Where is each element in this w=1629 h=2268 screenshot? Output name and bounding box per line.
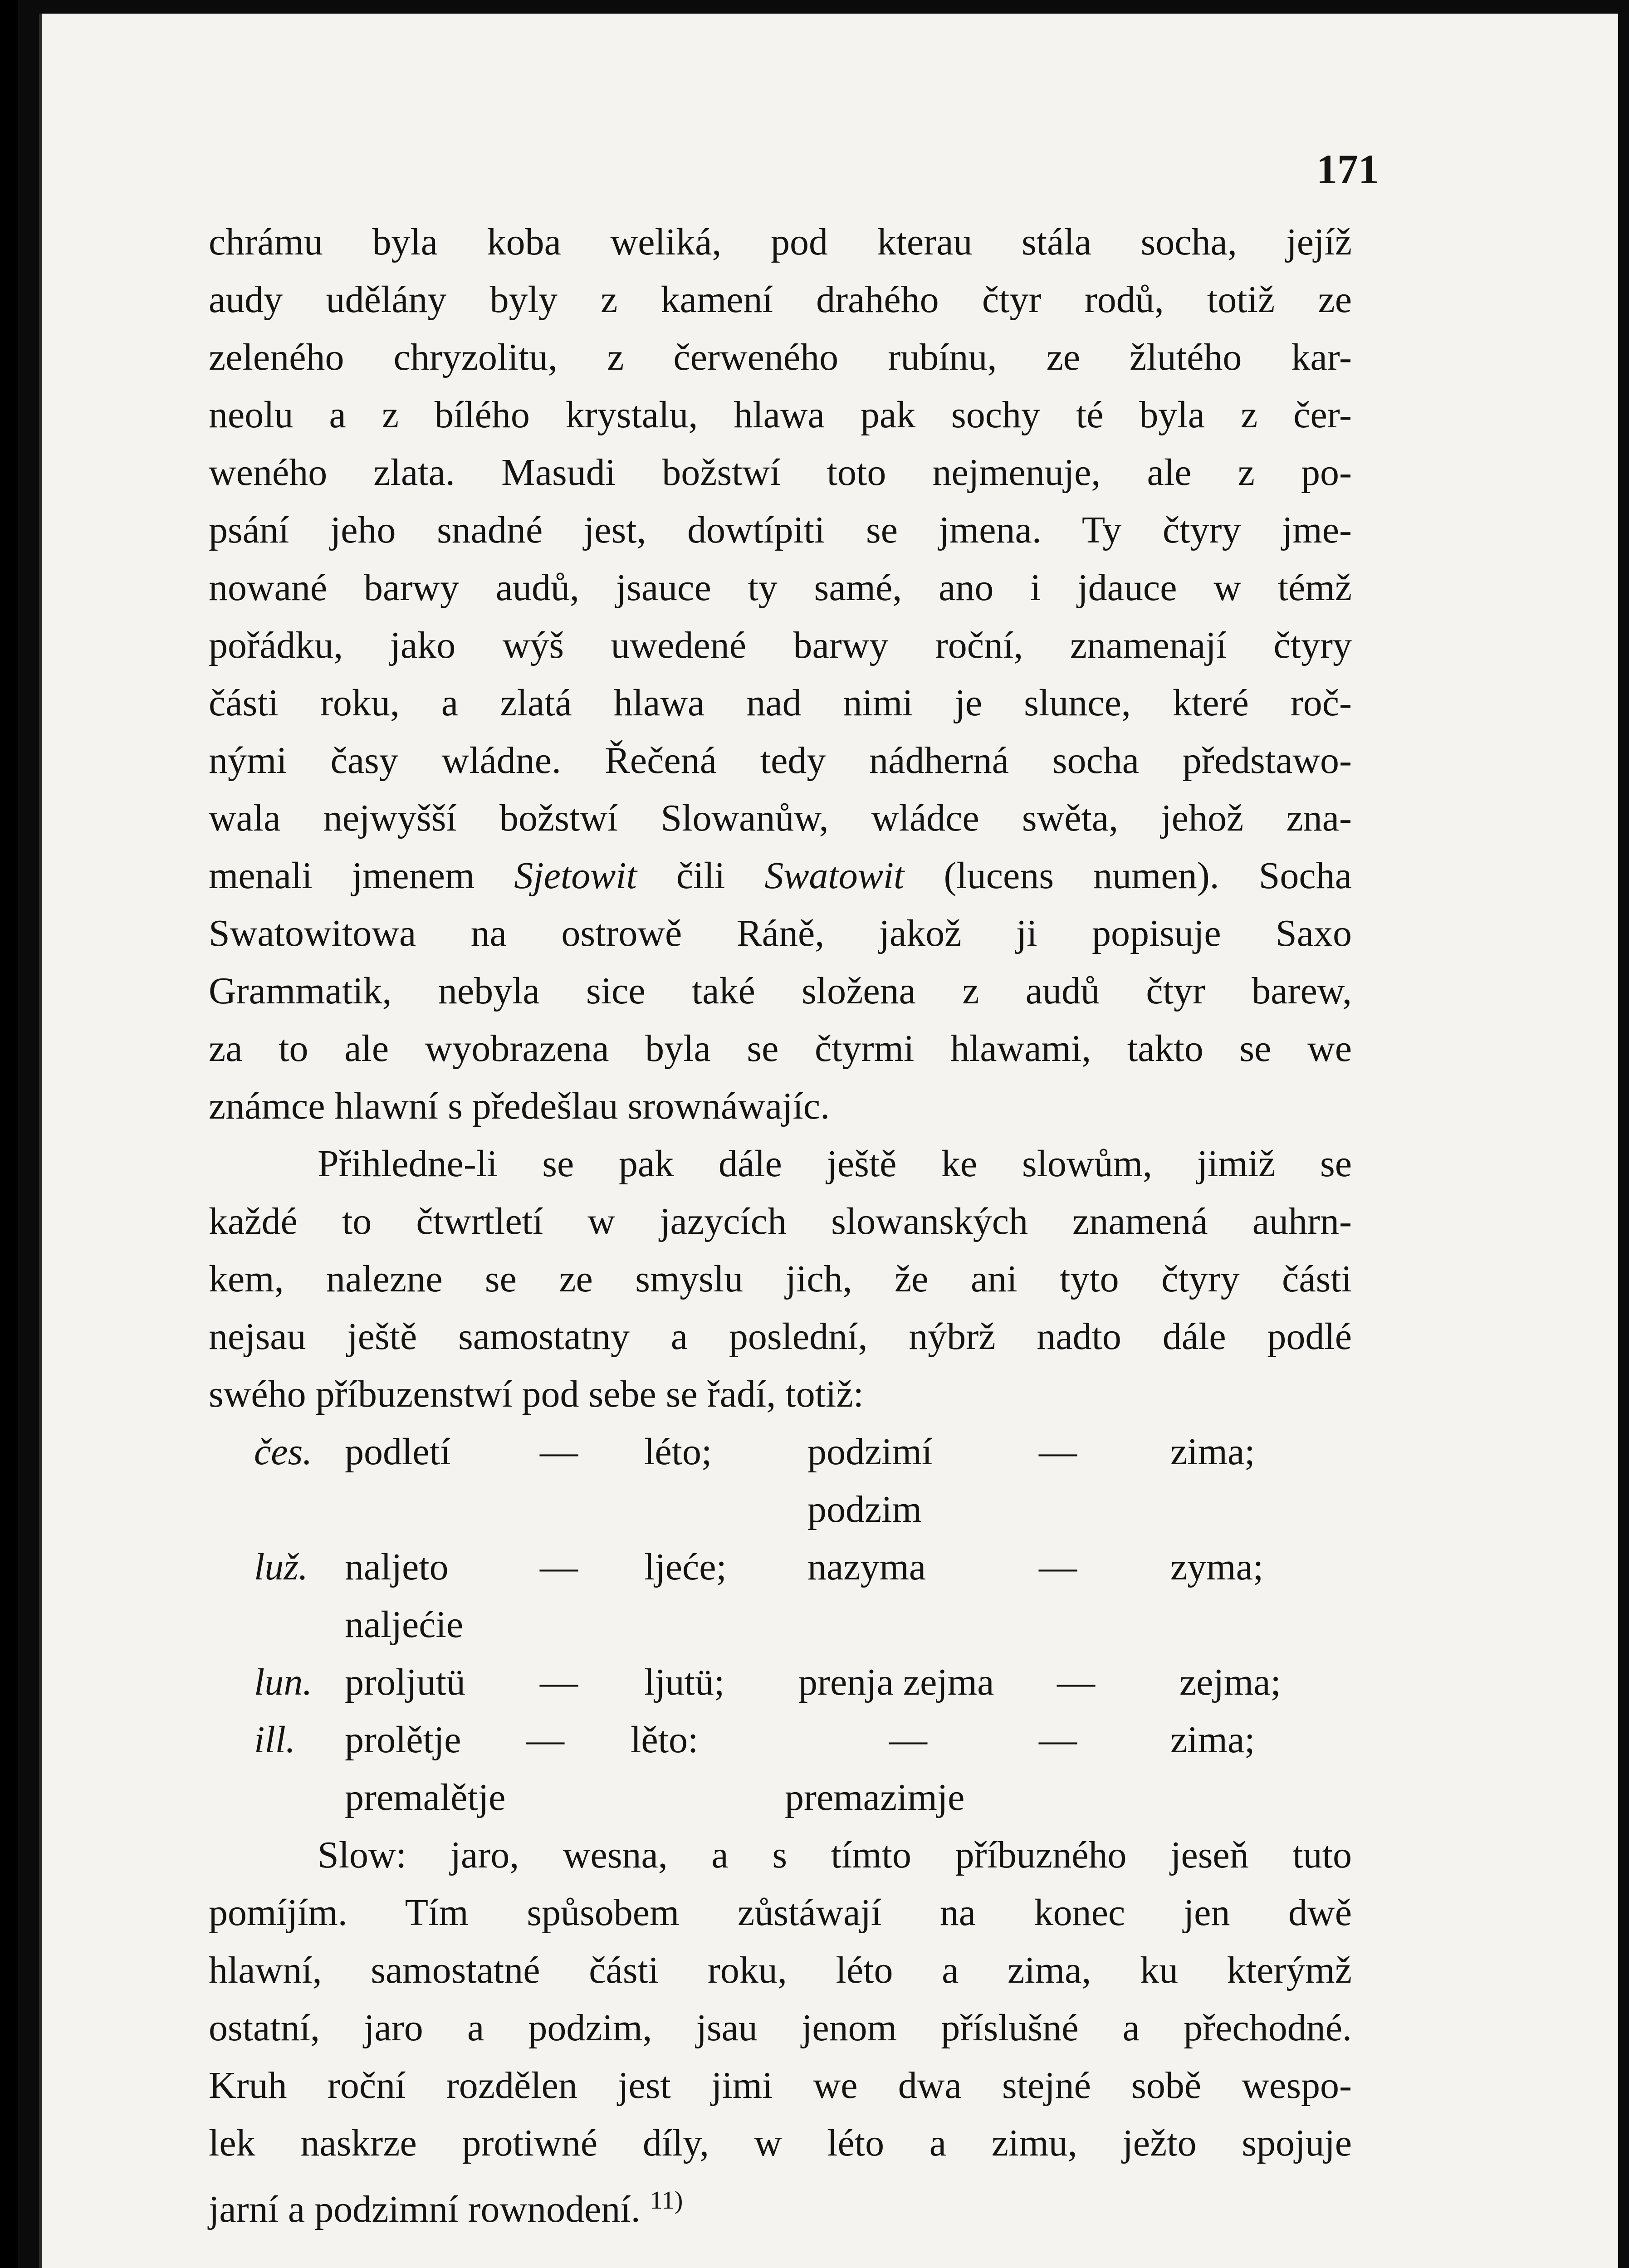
text-line: pořádku, jako wýš uwedené barwy roční, znamenají čtyry [209, 624, 1352, 666]
text-line: Přihledne-li se pak dále ještě ke slowům, jimiž se [318, 1143, 1352, 1185]
text-line: zeleného chryzolitu, z čerweného rubínu, ze žlutého kar- [209, 336, 1352, 378]
autumn-term: — [889, 1719, 927, 1761]
text-line-with-names [209, 847, 1352, 904]
paragraph-2 [209, 1135, 1352, 1423]
dash: — [1039, 1431, 1077, 1473]
text-line: pomíjím. Tím spůsobem zůstáwají na konec jen dwě [209, 1892, 1352, 1934]
summer-term: ljeće; [644, 1546, 727, 1588]
summer-term: lěto: [631, 1719, 699, 1761]
text-line: neolu a z bílého krystalu, hlawa pak sochy té byla z čer- [209, 394, 1352, 436]
spring-term: podletí [345, 1431, 451, 1473]
text-line: weného zlata. Masudi božstwí toto nejmenuje, ale z po- [209, 451, 1352, 494]
winter-term: zyma; [1170, 1546, 1264, 1588]
text-line: Kruh roční rozdělen jest jimi we dwa stejné sobě wespo- [209, 2064, 1352, 2107]
dash: — [540, 1661, 578, 1703]
paragraph-3 [209, 1826, 1352, 2229]
language-label: čes. [254, 1431, 313, 1473]
winter-term: zima; [1170, 1431, 1255, 1473]
comparison-row [209, 1596, 1352, 1653]
dash: — [1039, 1719, 1077, 1761]
paragraph-1 [209, 213, 1352, 1135]
spring-term: proljutü [345, 1661, 465, 1703]
spring-term: prolětje [345, 1719, 461, 1761]
autumn-term: podzimí [807, 1431, 933, 1473]
comparison-row [209, 1711, 1352, 1769]
text-line: známce hlawní s předešlau srownáwajíc. [209, 1085, 830, 1127]
text-line: Slow: jaro, wesna, a s tímto příbuzného jeseň tuto [318, 1834, 1352, 1876]
language-label: ill. [254, 1719, 296, 1761]
text-line: kem, nalezne se ze smyslu jich, že ani tyto čtyry části [209, 1258, 1352, 1300]
winter-term: zejma; [1179, 1661, 1281, 1703]
comparison-row [209, 1481, 1352, 1538]
autumn-term: nazyma [807, 1546, 926, 1588]
text-line-with-note [209, 2172, 1352, 2229]
summer-term: ljutü; [644, 1661, 725, 1703]
season-comparison-table [209, 1423, 1352, 1826]
autumn-term: podzim [807, 1488, 922, 1530]
text-line: nowané barwy audů, jsauce ty samé, ano i jdauce w témž [209, 567, 1352, 609]
text-line: wala nejwyšší božstwí Slowanůw, wládce swěta, jehož zna- [209, 797, 1352, 839]
text-line: hlawní, samostatné části roku, léto a zima, ku kterýmž [209, 1949, 1352, 1991]
text-segment: menali jmenem [209, 855, 514, 897]
dash: — [540, 1431, 578, 1473]
text-line: každé to čtwrtletí w jazycích slowanských znamená auhrn- [209, 1200, 1352, 1242]
text-line: swého příbuzenstwí pod sebe se řadí, totiž: [209, 1373, 864, 1415]
spring-term: premalětje [345, 1776, 506, 1818]
text-segment: čili [636, 855, 765, 897]
autumn-term: prenja zejma [798, 1661, 994, 1703]
comparison-row [209, 1653, 1352, 1711]
comparison-row [209, 1423, 1352, 1481]
text-line: části roku, a zlatá hlawa nad nimi je slunce, které roč- [209, 682, 1352, 724]
text-segment: jarní a podzimní rownodení. [209, 2188, 641, 2230]
text-line: Swatowitowa na ostrowě Ráně, jakož ji popisuje Saxo [209, 912, 1352, 954]
winter-term: zima; [1170, 1719, 1255, 1761]
text-line: ostatní, jaro a podzim, jsau jenom příslušné a přechodné. [209, 2007, 1352, 2049]
text-line: audy udělány byly z kamení drahého čtyr rodů, totiž ze [209, 279, 1352, 321]
language-label: luž. [254, 1546, 308, 1588]
dash: — [540, 1546, 578, 1588]
summer-term: léto; [644, 1431, 712, 1473]
text-line: psání jeho snadné jest, dowtípiti se jmena. Ty čtyry jme- [209, 509, 1352, 551]
spring-term: naljeto [345, 1546, 449, 1588]
scan-gutter [0, 0, 18, 2268]
dash: — [526, 1719, 564, 1761]
footnote-reference: 11) [650, 2186, 683, 2214]
text-line: nými časy wládne. Řečená tedy nádherná socha předstawo- [209, 739, 1352, 782]
text-line: Grammatik, nebyla sice také složena z audů čtyr barew, [209, 970, 1352, 1012]
autumn-term: premazimje [785, 1776, 965, 1818]
comparison-row [209, 1538, 1352, 1596]
dash: — [1057, 1661, 1095, 1703]
comparison-row [209, 1769, 1352, 1826]
spring-term: naljećie [345, 1603, 464, 1646]
text-line: za to ale wyobrazena byla se čtyrmi hlawami, takto se we [209, 1027, 1352, 1070]
page-number: 171 [1316, 146, 1379, 192]
text-segment: (lucens numen). Socha [904, 855, 1352, 897]
deity-name-sjetowit: Sjetowit [514, 855, 637, 897]
text-line: lek naskrze protiwné díly, w léto a zimu, ježto spojuje [209, 2122, 1352, 2164]
text-line: nejsau ještě samostatny a poslední, nýbrž nadto dále podlé [209, 1315, 1352, 1358]
main-text [209, 213, 1352, 2229]
dash: — [1039, 1546, 1077, 1588]
deity-name-swatowit: Swatowit [764, 855, 905, 897]
language-label: lun. [254, 1661, 313, 1703]
text-line: chrámu byla koba weliká, pod kterau stála socha, jejíž [209, 221, 1352, 263]
